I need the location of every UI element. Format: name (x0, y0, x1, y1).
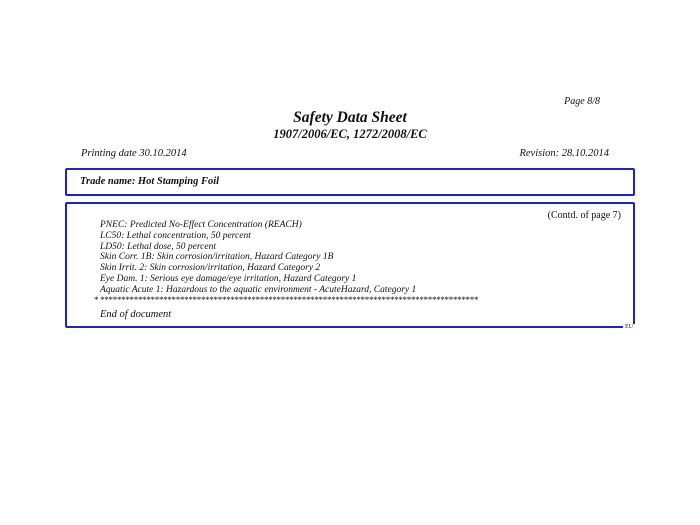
region-code: EU (625, 324, 633, 330)
list-item: LD50: Lethal dose, 50 percent (100, 241, 217, 252)
regulation-reference: 1907/2006/EC, 1272/2008/EC (273, 127, 427, 141)
trade-name: Trade name: Hot Stamping Foil (80, 176, 220, 187)
asterisk-separator: * ****************************************************************************************** (94, 295, 479, 305)
printing-date: Printing date 30.10.2014 (81, 148, 187, 159)
continued-note: (Contd. of page 7) (547, 210, 621, 221)
list-item: PNEC: Predicted No-Effect Concentration (REACH) (100, 220, 302, 230)
end-of-document: End of document (100, 309, 172, 320)
revision-date: Revision: 28.10.2014 (519, 148, 609, 159)
trade-name-box (65, 168, 635, 196)
list-item: LC50: Lethal concentration, 50 percent (100, 230, 251, 241)
list-item: Skin Corr. 1B: Skin corrosion/irritation, Hazard Category 1B (100, 252, 334, 263)
page-number: Page 8/8 (564, 96, 600, 107)
list-item: Eye Dam. 1: Serious eye damage/eye irritation, Hazard Category 1 (100, 273, 357, 284)
document-title: Safety Data Sheet (293, 109, 407, 126)
list-item: Aquatic Acute 1: Hazardous to the aquatic environment - AcuteHazard, Category 1 (100, 284, 417, 295)
content-section-box (65, 202, 635, 328)
abbreviation-list (100, 220, 416, 296)
list-item: Skin Irrit. 2: Skin corrosion/irritation, Hazard Category 2 (100, 263, 321, 274)
